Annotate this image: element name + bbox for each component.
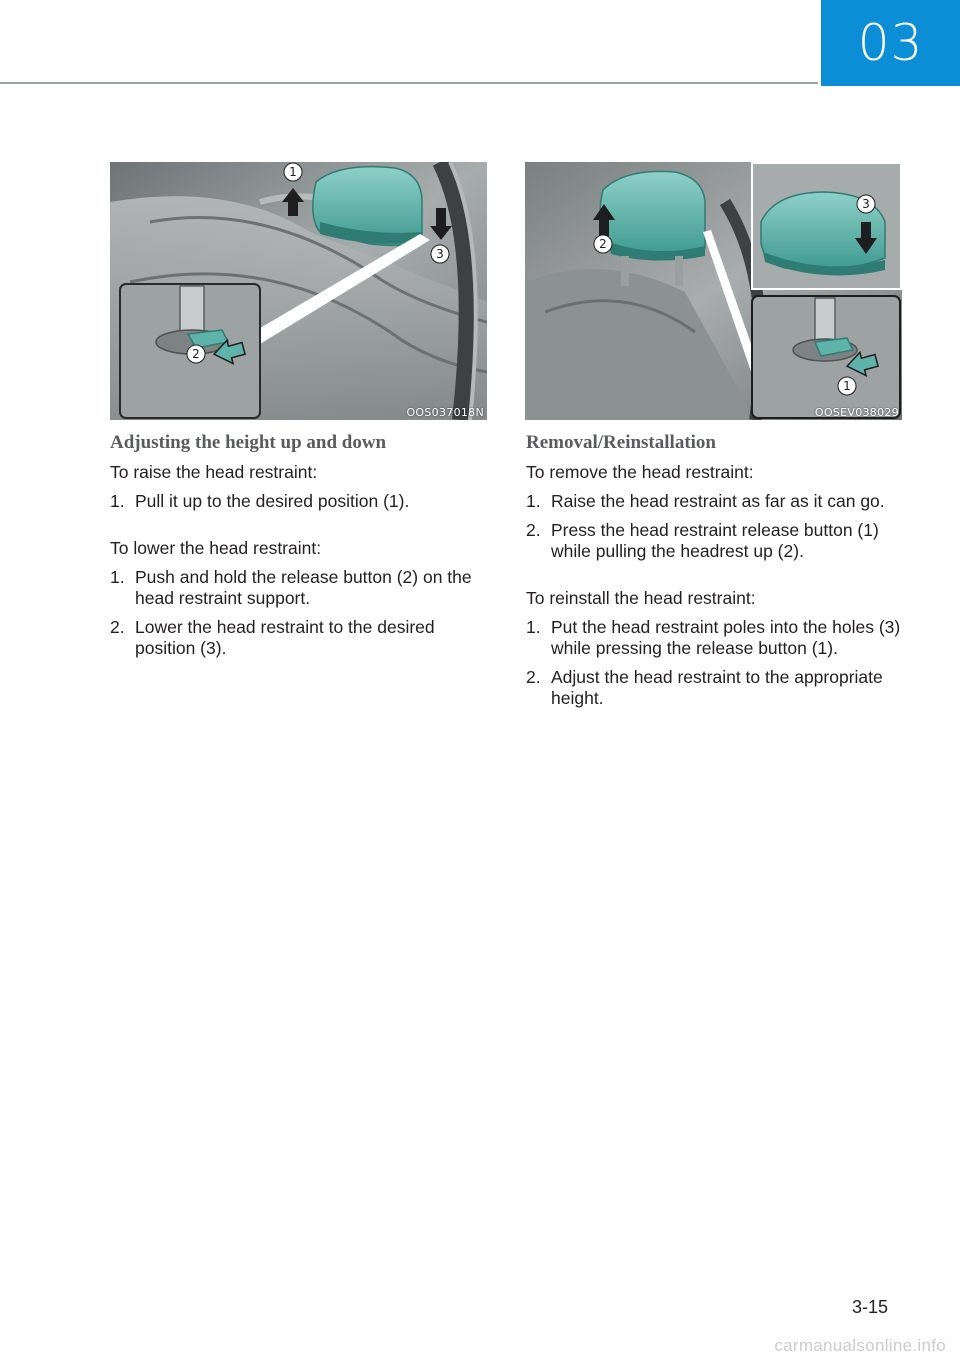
figure-code: OOS037018N [406,406,484,419]
lower-intro: To lower the head restraint: [110,538,322,558]
callout-2: 2 [192,347,200,361]
figure-code: OOSEV038029 [814,406,899,419]
reinstall-intro: To reinstall the head restraint: [526,588,756,608]
section-heading: Removal/Reinstallation [526,432,716,453]
raise-steps [110,491,490,512]
reinstall-steps [526,617,906,709]
callout-2: 2 [599,237,607,251]
section-removal [526,430,906,717]
page-number: 3-15 [852,1297,889,1317]
list-item: 2. Lower the head restraint to the desired position (3). [110,617,435,658]
lower-steps [110,567,490,659]
section-heading: Adjusting the height up and down [110,432,387,453]
remove-steps [526,491,906,562]
callout-3: 3 [862,197,870,211]
raise-intro: To raise the head restraint: [110,462,318,482]
height-adjust-illustration [110,162,487,420]
list-item: 2. Adjust the head restraint to the appropriate height. [526,667,883,708]
callout-1: 1 [843,379,851,393]
figure-height-adjust [110,162,487,420]
list-item: 1. Pull it up to the desired position (1). [110,491,410,511]
section-height-adjust [110,430,490,667]
list-item: 1. Raise the head restraint as far as it can go. [526,491,885,511]
figure-removal [525,162,902,420]
header-rule [0,82,818,84]
list-item: 1. Push and hold the release button (2) on the head restraint support. [110,567,472,608]
list-item: 1. Put the head restraint poles into the holes (3) while pressing the release button (1). [526,617,901,658]
callout-1: 1 [289,165,297,179]
removal-illustration [525,162,902,420]
list-item: 2. Press the head restraint release button (1) while pulling the headrest up (2). [526,520,879,561]
remove-intro: To remove the head restraint: [526,462,754,482]
chapter-tab: 03 [821,0,960,86]
watermark: carmanualsonline.info [774,1336,946,1355]
callout-3: 3 [436,247,444,261]
